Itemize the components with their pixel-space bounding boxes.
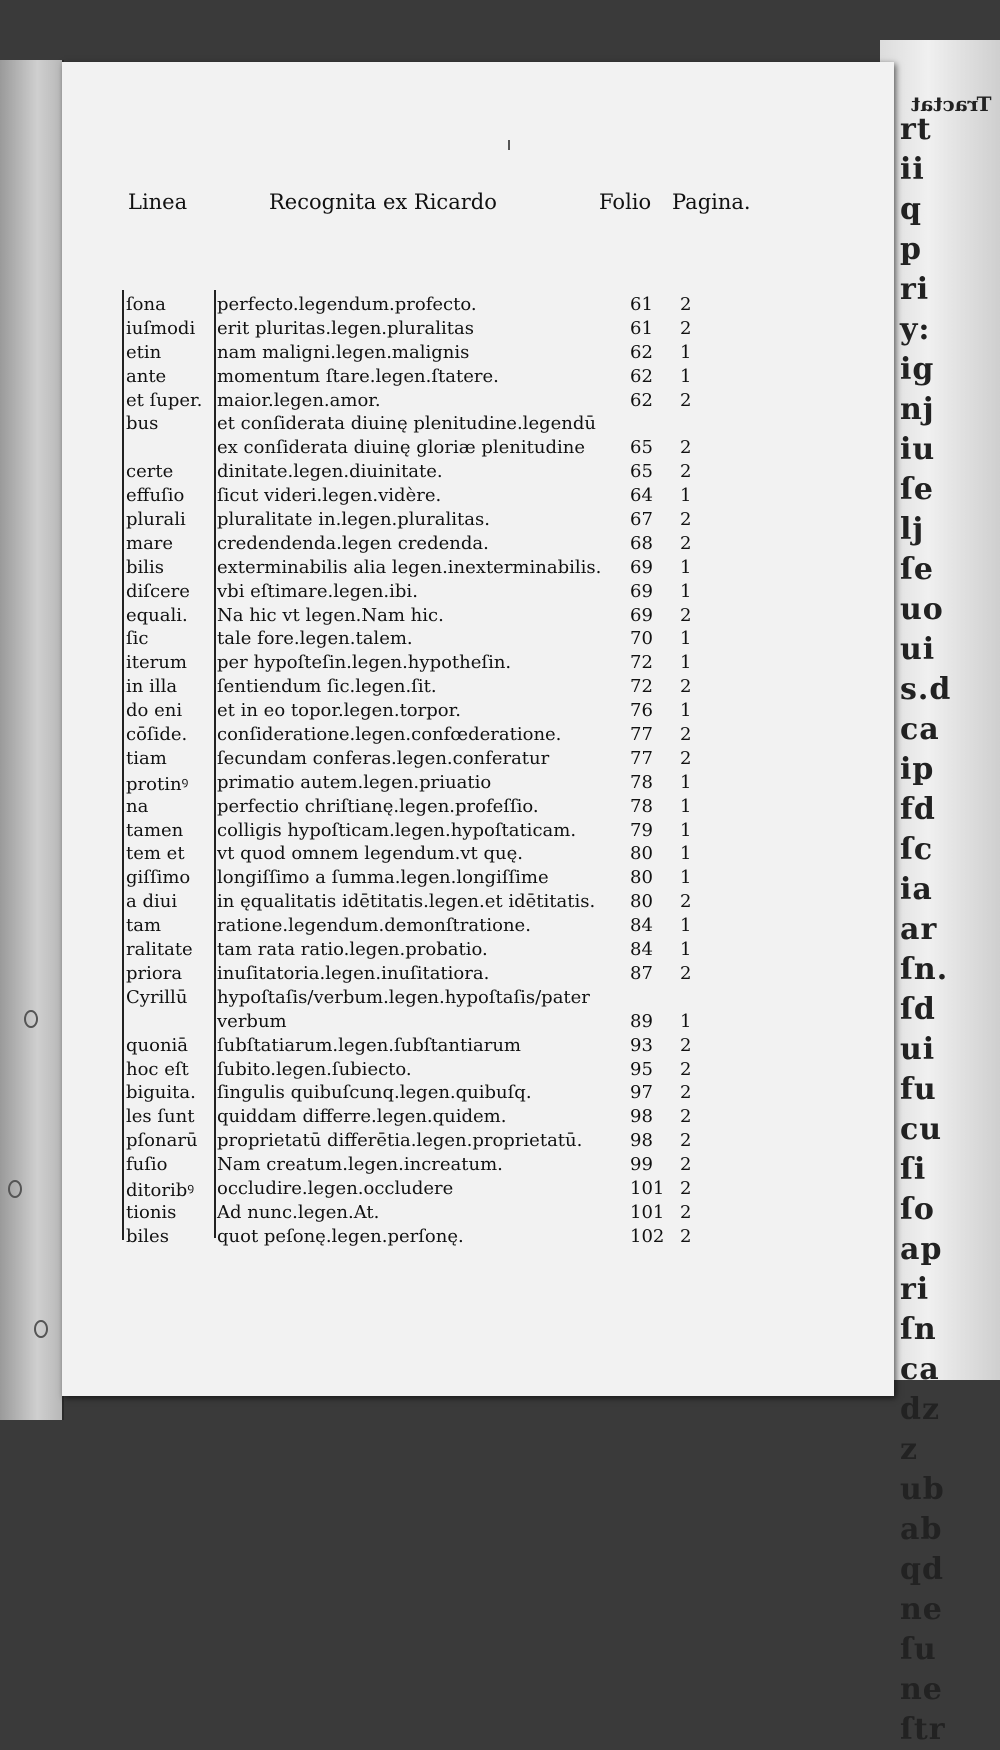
facing-page-edge [0,60,64,1420]
linea-cell: tem et [126,843,185,865]
folio-cell: 70 [630,628,653,650]
bleed-line: cu [900,1112,943,1147]
bleed-line: ia [900,872,933,907]
pagina-cell: 1 [680,580,692,602]
table-row [62,1226,894,1250]
errata-table [62,294,894,1250]
linea-cell: biguita. [126,1082,196,1104]
folio-cell: 62 [630,365,653,387]
table-row [62,843,894,867]
linea-cell: ralitate [126,939,193,961]
folio-cell: 95 [630,1058,653,1080]
folio-cell: 69 [630,580,653,602]
table-row [62,1130,894,1154]
pagina-cell: 2 [680,724,692,746]
correction-cell: primatio autem.legen.priuatio [217,771,492,793]
table-row [62,390,894,414]
pagina-cell: 2 [680,294,692,315]
table-row [62,1106,894,1130]
linea-cell: equali. [126,604,188,626]
correction-cell: exterminabilis alia legen.inexterminabilis. [217,556,602,578]
linea-cell: protinꝰ [126,773,189,795]
paper-blemish [8,1180,22,1198]
folio-cell: 98 [630,1130,653,1152]
bleed-line: rt [900,112,932,147]
next-page-text [900,110,1000,1750]
table-row [62,294,894,318]
bleed-line: ſtr [900,1712,946,1747]
pagina-cell: 2 [680,1177,692,1199]
correction-cell: vt quod omnem legendum.vt quę. [217,843,523,865]
folio-cell: 69 [630,604,653,626]
linea-cell: giſſimo [126,867,191,889]
folio-cell: 61 [630,317,653,339]
linea-cell: tiam [126,747,167,769]
linea-cell: quoniā [126,1034,189,1056]
linea-cell: bus [126,413,159,435]
pagina-cell: 2 [680,604,692,626]
pagina-cell: 2 [680,1130,692,1152]
linea-cell: iuſmodi [126,317,196,339]
folio-cell: 64 [630,485,653,507]
bleed-line: z [900,1432,919,1467]
pagina-cell: 1 [680,939,692,961]
correction-cell: perfecto.legendum.profecto. [217,294,477,315]
folio-cell: 78 [630,795,653,817]
table-row [62,796,894,820]
table-row [62,437,894,461]
bleed-line: ſn. [900,952,949,987]
header-linea: Linea [128,190,188,214]
correction-cell: Ad nunc.legen.At. [217,1201,380,1223]
bleed-line: iu [900,432,936,467]
correction-cell: ſentiendum ſic.legen.ſit. [217,676,437,698]
table-row [62,318,894,342]
pagina-cell: 2 [680,962,692,984]
folio-cell: 84 [630,939,653,961]
table-row [62,1202,894,1226]
bleed-line: ig [900,352,935,387]
table-row [62,509,894,533]
table-row [62,342,894,366]
pagina-cell: 2 [680,317,692,339]
pagina-cell: 2 [680,437,692,459]
linea-cell: etin [126,341,162,363]
table-row [62,461,894,485]
pagina-cell: 1 [680,843,692,865]
folio-cell: 78 [630,771,653,793]
bleed-line: ſe [900,472,934,507]
linea-cell: effuſio [126,485,185,507]
bleed-line: q [900,192,922,227]
bleed-line: lj [900,512,925,547]
correction-cell: dinitate.legen.diuinitate. [217,461,443,483]
linea-cell: biles [126,1225,169,1247]
folio-cell: 79 [630,819,653,841]
pagina-cell: 2 [680,532,692,554]
folio-cell: 80 [630,843,653,865]
table-row [62,652,894,676]
folio-cell: 76 [630,700,653,722]
correction-cell: nam maligni.legen.malignis [217,341,470,363]
pagina-cell: 2 [680,389,692,411]
linea-cell: cōſide. [126,724,188,746]
bleed-line: ui [900,1032,936,1067]
table-row [62,1011,894,1035]
bleed-line: ca [900,712,940,747]
linea-cell: a diui [126,891,178,913]
bleed-line: nj [900,392,935,427]
bleed-line: ui [900,632,936,667]
correction-cell: ſecundam conferas.legen.conferatur [217,747,550,769]
paper-blemish [24,1010,38,1028]
bleed-line: ne [900,1592,943,1627]
pagina-cell: 1 [680,365,692,387]
table-row [62,915,894,939]
bleed-line: ab [900,1512,943,1547]
bleed-line: ub [900,1472,945,1507]
correction-cell: ex conſiderata diuinę gloriæ plenitudine [217,437,585,459]
pagina-cell: 1 [680,485,692,507]
table-row [62,1035,894,1059]
table-row [62,987,894,1011]
correction-cell: quot peſonę.legen.perſonę. [217,1225,464,1247]
pagina-cell: 1 [680,628,692,650]
folio-cell: 101 [630,1201,665,1223]
table-row [62,891,894,915]
folio-cell: 84 [630,915,653,937]
linea-cell: tamen [126,819,184,841]
pagina-cell: 1 [680,819,692,841]
correction-cell: tale fore.legen.talem. [217,628,413,650]
linea-cell: tionis [126,1201,177,1223]
pagina-cell: 1 [680,1010,692,1032]
bleed-line: ip [900,752,935,787]
pagina-cell: 1 [680,867,692,889]
correction-cell: pluralitate in.legen.pluralitas. [217,509,490,531]
linea-cell: iterum [126,652,187,674]
pagina-cell: 1 [680,795,692,817]
folio-cell: 62 [630,389,653,411]
linea-cell: bilis [126,556,165,578]
correction-cell: quiddam differre.legen.quidem. [217,1106,507,1128]
folio-cell: 65 [630,437,653,459]
folio-cell: 61 [630,294,653,315]
bleed-line: dz [900,1392,941,1427]
linea-cell: et ſuper. [126,389,203,411]
linea-cell: ditoribꝰ [126,1179,195,1201]
correction-cell: momentum ſtare.legen.ſtatere. [217,365,499,387]
bleed-line: ſc [900,832,934,867]
correction-cell: Na hic vt legen.Nam hic. [217,604,444,626]
pagina-cell: 2 [680,1225,692,1247]
bleed-line: ar [900,912,938,947]
linea-cell: hoc eſt [126,1058,189,1080]
linea-cell: na [126,795,149,817]
correction-cell: per hypoſteſin.legen.hypotheſin. [217,652,512,674]
bleed-line: qd [900,1552,944,1587]
bleed-line: ſu [900,1632,937,1667]
table-row [62,533,894,557]
correction-cell: erit pluritas.legen.pluralitas [217,317,474,339]
linea-cell: diſcere [126,580,190,602]
correction-cell: verbum [217,1010,287,1032]
pagina-cell: 2 [680,1106,692,1128]
linea-cell: Cyrillū [126,986,188,1008]
correction-cell: ſubſtatiarum.legen.ſubſtantiarum [217,1034,521,1056]
table-row [62,557,894,581]
ink-mark [508,140,510,150]
bleed-line: ri [900,272,930,307]
linea-cell: mare [126,532,174,554]
folio-cell: 69 [630,556,653,578]
bleed-line: ſo [900,1192,935,1227]
table-row [62,1154,894,1178]
bleed-line: ca [900,1352,940,1387]
table-row [62,1082,894,1106]
table-row [62,1178,894,1202]
folio-cell: 93 [630,1034,653,1056]
linea-cell: pſonarū [126,1130,198,1152]
folio-cell: 101 [630,1177,665,1199]
folio-cell: 87 [630,962,653,984]
correction-cell: ſubito.legen.ſubiecto. [217,1058,412,1080]
correction-cell: ratione.legendum.demonſtratione. [217,915,531,937]
table-header [62,190,894,220]
bleed-line: ne [900,1672,943,1707]
table-row [62,366,894,390]
bleed-line: ſd [900,992,936,1027]
folio-cell: 72 [630,676,653,698]
folio-cell: 98 [630,1106,653,1128]
bleed-line: fu [900,1072,937,1107]
header-pagina: Pagina. [672,190,751,214]
correction-cell: hypoſtaſis/verbum.legen.hypoſtaſis/pater [217,986,590,1008]
correction-cell: et in eo topor.legen.torpor. [217,700,461,722]
bleed-line: uo [900,592,944,627]
next-page-heading: Tractat [911,92,992,116]
linea-cell: ante [126,365,167,387]
table-row [62,605,894,629]
pagina-cell: 2 [680,1201,692,1223]
bleed-line: ri [900,1272,930,1307]
bleed-line: p [900,232,922,267]
pagina-cell: 2 [680,509,692,531]
folio-cell: 80 [630,867,653,889]
linea-cell: in illa [126,676,178,698]
pagina-cell: 2 [680,1034,692,1056]
correction-cell: vbi eſtimare.legen.ibi. [217,580,418,602]
folio-cell: 99 [630,1154,653,1176]
table-row [62,628,894,652]
linea-cell: ſic [126,628,149,650]
correction-cell: credendenda.legen credenda. [217,532,489,554]
table-row [62,820,894,844]
correction-cell: occludire.legen.occludere [217,1177,454,1199]
pagina-cell: 2 [680,676,692,698]
pagina-cell: 1 [680,341,692,363]
next-page-edge [880,40,1000,1747]
folio-cell: 72 [630,652,653,674]
correction-cell: colligis hypoſticam.legen.hypoſtaticam. [217,819,577,841]
linea-cell: plurali [126,509,186,531]
table-row [62,413,894,437]
correction-cell: Nam creatum.legen.increatum. [217,1154,503,1176]
folio-cell: 77 [630,724,653,746]
header-recognita: Recognita ex Ricardo [269,190,497,214]
linea-cell: fuſio [126,1154,168,1176]
linea-cell: tam [126,915,162,937]
folio-cell: 65 [630,461,653,483]
correction-cell: inuſitatoria.legen.inuſitatiora. [217,962,490,984]
table-row [62,772,894,796]
book-page [62,62,894,1396]
bleed-line: ſe [900,552,934,587]
pagina-cell: 2 [680,461,692,483]
correction-cell: in ęqualitatis idētitatis.legen.et idētitatis. [217,891,596,913]
correction-cell: maior.legen.amor. [217,389,381,411]
pagina-cell: 2 [680,1058,692,1080]
pagina-cell: 1 [680,771,692,793]
table-row [62,963,894,987]
correction-cell: ſingulis quibuſcunq.legen.quibuſq. [217,1082,532,1104]
bleed-line: fd [900,792,936,827]
bleed-line: ii [900,152,925,187]
table-row [62,676,894,700]
pagina-cell: 2 [680,1082,692,1104]
correction-cell: ſicut videri.legen.vidère. [217,485,442,507]
folio-cell: 62 [630,341,653,363]
linea-cell: les ſunt [126,1106,195,1128]
correction-cell: longiſſimo a ſumma.legen.longiſſime [217,867,549,889]
folio-cell: 67 [630,509,653,531]
correction-cell: et conſiderata diuinę plenitudine.legendū [217,413,596,435]
table-row [62,581,894,605]
table-row [62,485,894,509]
table-row [62,724,894,748]
folio-cell: 77 [630,747,653,769]
pagina-cell: 2 [680,891,692,913]
pagina-cell: 1 [680,700,692,722]
linea-cell: ſona [126,294,166,315]
bleed-line: ſi [900,1152,927,1187]
linea-cell: do eni [126,700,183,722]
pagina-cell: 2 [680,747,692,769]
pagina-cell: 1 [680,556,692,578]
paper-blemish [34,1320,48,1338]
folio-cell: 89 [630,1010,653,1032]
pagina-cell: 1 [680,915,692,937]
bleed-line: ap [900,1232,943,1267]
bleed-line: ſn [900,1312,937,1347]
bleed-line: s.d [900,672,952,707]
correction-cell: proprietatū differētia.legen.proprietatū. [217,1130,583,1152]
folio-cell: 80 [630,891,653,913]
table-row [62,939,894,963]
pagina-cell: 1 [680,652,692,674]
table-row [62,748,894,772]
header-folio: Folio [599,190,652,214]
folio-cell: 68 [630,532,653,554]
linea-cell: certe [126,461,174,483]
correction-cell: conſideratione.legen.confœderatione. [217,724,562,746]
folio-cell: 97 [630,1082,653,1104]
linea-cell: priora [126,962,183,984]
table-row [62,700,894,724]
table-row [62,1059,894,1083]
correction-cell: tam rata ratio.legen.probatio. [217,939,488,961]
pagina-cell: 2 [680,1154,692,1176]
folio-cell: 102 [630,1225,665,1247]
table-row [62,867,894,891]
correction-cell: perfectio chriſtianę.legen.profeſſio. [217,795,539,817]
bleed-line: y: [900,312,931,347]
